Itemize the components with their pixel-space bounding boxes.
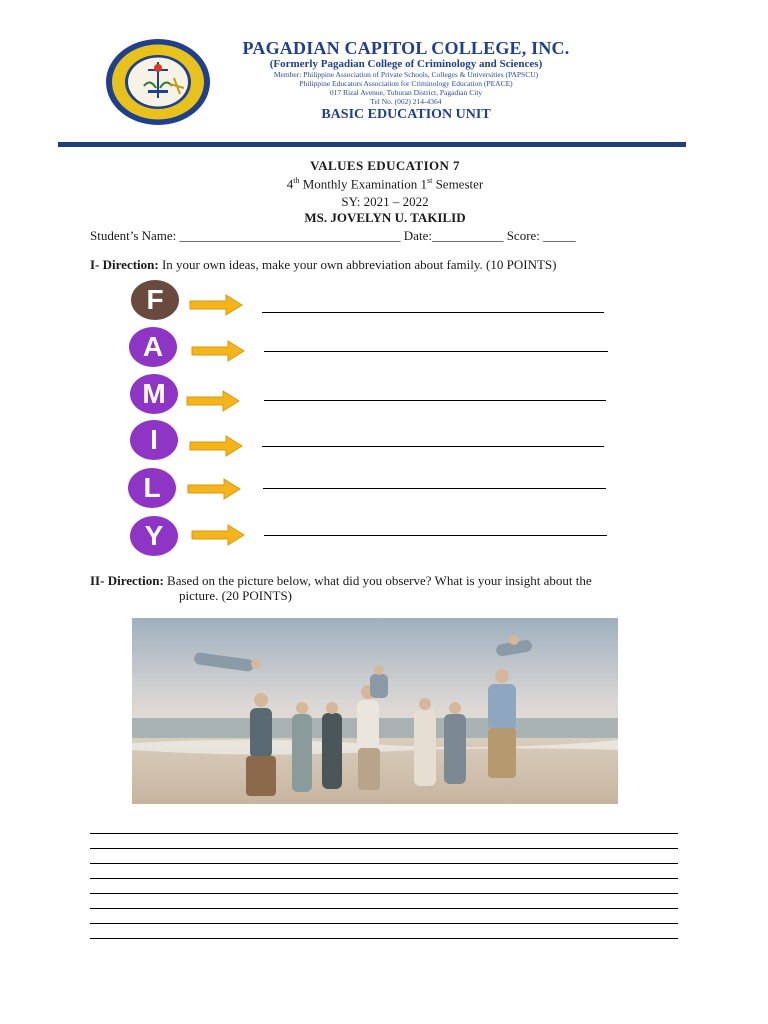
writing-line[interactable] bbox=[90, 908, 678, 909]
membership-line-1: Member: Philippine Association of Private Schools, Colleges & Universities (PAPSCU) bbox=[273, 70, 539, 79]
arrow-right-icon bbox=[188, 294, 244, 316]
answer-line-m[interactable] bbox=[264, 400, 606, 401]
writing-line[interactable] bbox=[90, 848, 678, 849]
letter-y-circle: Y bbox=[130, 516, 178, 556]
part-one-text: In your own ideas, make your own abbreviation about family. (10 POINTS) bbox=[158, 257, 557, 272]
answer-line-a[interactable] bbox=[264, 351, 608, 352]
letter-l-circle: L bbox=[128, 468, 176, 508]
basic-education-unit: BASIC EDUCATION UNIT bbox=[321, 107, 491, 122]
family-beach-photo bbox=[132, 618, 618, 804]
answer-line-y[interactable] bbox=[264, 535, 607, 536]
arrow-right-icon bbox=[190, 340, 246, 362]
writing-line[interactable] bbox=[90, 938, 678, 939]
answer-line-i[interactable] bbox=[262, 446, 604, 447]
part-two-text-cont: picture. (20 POINTS) bbox=[179, 588, 293, 603]
answer-line-l[interactable] bbox=[263, 488, 606, 489]
writing-line[interactable] bbox=[90, 863, 678, 864]
writing-line[interactable] bbox=[90, 833, 678, 834]
arrow-right-icon bbox=[185, 390, 241, 412]
part-one-direction bbox=[90, 257, 710, 272]
letter-m-circle: M bbox=[130, 374, 178, 414]
part-one-label: I- Direction: bbox=[90, 257, 159, 272]
letter-f-circle: F bbox=[131, 280, 179, 320]
former-school-name: (Formerly Pagadian College of Criminology and Sciences) bbox=[269, 58, 543, 70]
school-telephone: Tel No. (062) 214-4364 bbox=[370, 97, 442, 106]
arrow-right-icon bbox=[186, 478, 242, 500]
arrow-right-icon bbox=[188, 435, 244, 457]
student-info-row: Student’s Name: __________________________________ Date:___________ Score: _____ bbox=[90, 228, 576, 243]
arrow-right-icon bbox=[190, 524, 246, 546]
letter-i-circle: I bbox=[130, 420, 178, 460]
school-name: PAGADIAN CAPITOL COLLEGE, INC. bbox=[242, 38, 570, 58]
exam-title: 4th Monthly Examination 1st Semester bbox=[286, 176, 484, 192]
school-address: 017 Rizal Avenue, Tuburan District, Pagadian City bbox=[329, 88, 483, 97]
writing-line[interactable] bbox=[90, 923, 678, 924]
part-two-label: II- Direction: bbox=[90, 573, 164, 588]
letter-a-circle: A bbox=[129, 327, 177, 367]
subject-title: VALUES EDUCATION 7 bbox=[310, 158, 460, 173]
part-two-direction bbox=[90, 573, 690, 603]
membership-line-2: Philippine Educators Association for Criminology Education (PEACE) bbox=[299, 79, 513, 88]
answer-line-f[interactable] bbox=[262, 312, 604, 313]
writing-line[interactable] bbox=[90, 878, 678, 879]
teacher-name: MS. JOVELYN U. TAKILID bbox=[304, 210, 466, 225]
writing-line[interactable] bbox=[90, 893, 678, 894]
school-year: SY: 2021 – 2022 bbox=[341, 194, 429, 209]
college-seal-logo bbox=[104, 38, 212, 126]
part-two-text: Based on the picture below, what did you observe? What is your insight about the bbox=[163, 573, 592, 588]
header-divider bbox=[58, 142, 686, 147]
